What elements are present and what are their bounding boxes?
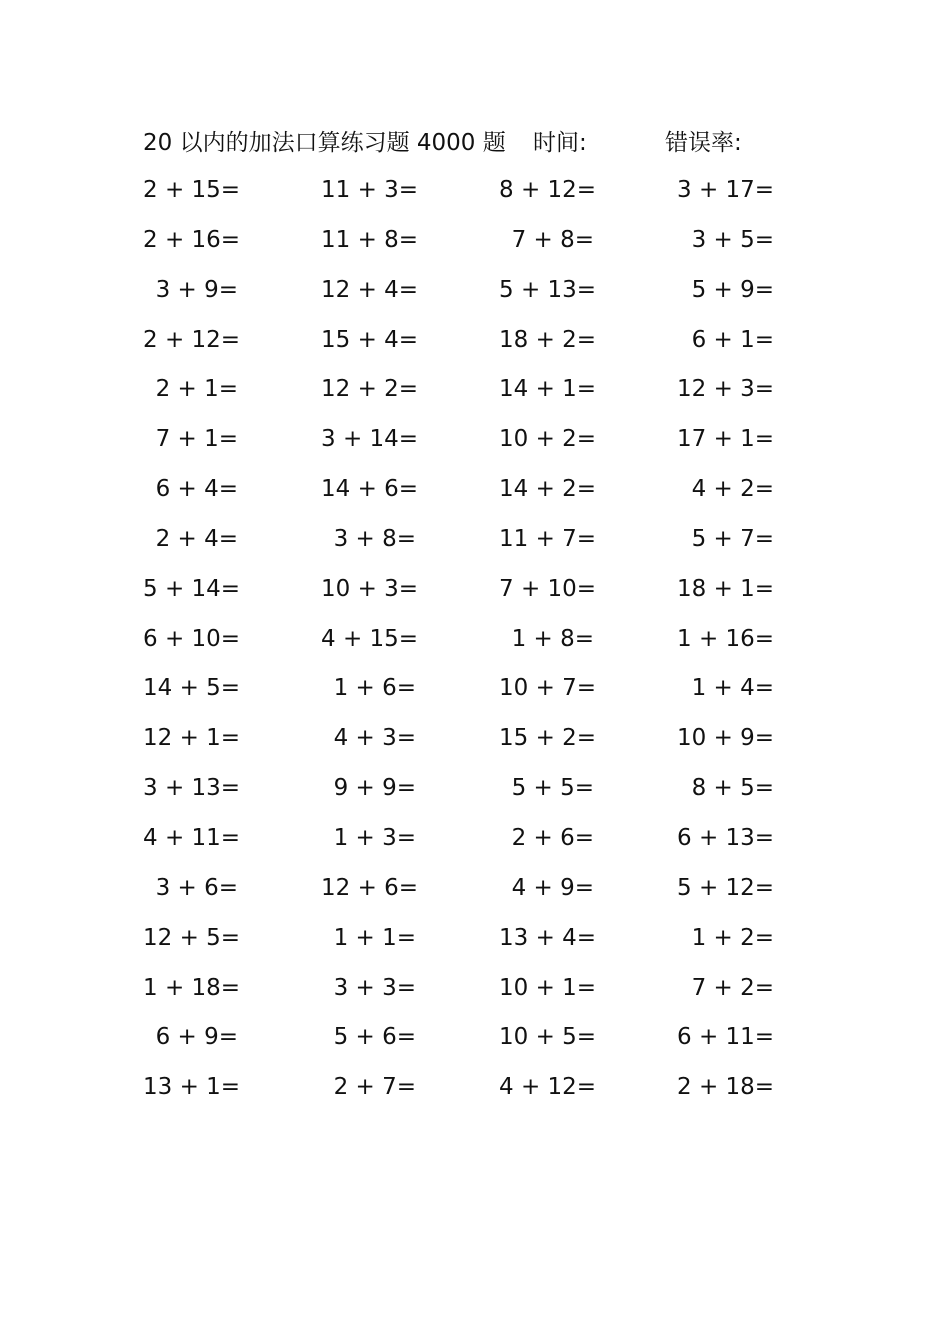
addition-problem: 14 + 2= <box>499 476 597 503</box>
addition-problem: 8 + 12= <box>499 177 597 203</box>
problem-row <box>143 914 803 964</box>
addition-problem: 1 + 18= <box>143 974 241 1001</box>
addition-problem: 10 + 3= <box>321 575 419 602</box>
problem-row <box>143 814 803 864</box>
addition-problem: 12 + 6= <box>321 874 419 901</box>
addition-problem: 3 + 6= <box>155 874 238 901</box>
addition-problem: 5 + 6= <box>333 1024 416 1051</box>
addition-problem: 3 + 13= <box>143 775 241 802</box>
addition-problem: 15 + 4= <box>321 326 419 353</box>
problem-row <box>143 166 803 216</box>
addition-problem: 2 + 12= <box>143 326 241 353</box>
addition-problem: 13 + 4= <box>499 924 597 951</box>
addition-problem: 4 + 9= <box>511 874 594 901</box>
addition-problem: 12 + 4= <box>321 276 419 303</box>
addition-problem: 18 + 1= <box>677 575 775 602</box>
problem-row <box>143 515 803 565</box>
addition-problem: 3 + 14= <box>321 426 419 453</box>
problem-row <box>143 764 803 814</box>
addition-problem: 1 + 2= <box>691 924 774 951</box>
addition-problem: 6 + 10= <box>143 625 241 652</box>
addition-problem: 5 + 13= <box>499 276 597 303</box>
addition-problem: 13 + 1= <box>143 1074 241 1101</box>
addition-problem: 2 + 15= <box>143 177 241 203</box>
problem-row <box>143 266 803 316</box>
addition-problem: 2 + 7= <box>333 1074 416 1101</box>
addition-problem: 5 + 14= <box>143 575 241 602</box>
problem-grid <box>143 166 803 1113</box>
addition-problem: 4 + 3= <box>333 725 416 752</box>
problem-row <box>143 415 803 465</box>
addition-problem: 10 + 9= <box>677 725 775 752</box>
problem-row <box>143 964 803 1014</box>
addition-problem: 1 + 4= <box>691 675 774 702</box>
time-label: 时间: <box>533 130 587 156</box>
addition-problem: 14 + 5= <box>143 675 241 702</box>
addition-problem: 11 + 8= <box>321 226 419 253</box>
addition-problem: 7 + 2= <box>691 974 774 1001</box>
addition-problem: 3 + 5= <box>691 226 774 253</box>
addition-problem: 1 + 16= <box>677 625 775 652</box>
problem-row <box>143 664 803 714</box>
addition-problem: 14 + 6= <box>321 476 419 503</box>
problem-row <box>143 365 803 415</box>
addition-problem: 8 + 5= <box>691 775 774 802</box>
addition-problem: 9 + 9= <box>333 775 416 802</box>
addition-problem: 5 + 12= <box>677 874 775 901</box>
addition-problem: 4 + 12= <box>499 1074 597 1101</box>
problem-row <box>143 1013 803 1063</box>
worksheet-title: 20 以内的加法口算练习题 4000 题 <box>143 130 506 156</box>
addition-problem: 6 + 11= <box>677 1024 775 1051</box>
addition-problem: 11 + 3= <box>321 177 419 203</box>
addition-problem: 5 + 9= <box>691 276 774 303</box>
addition-problem: 10 + 5= <box>499 1024 597 1051</box>
addition-problem: 6 + 9= <box>155 1024 238 1051</box>
addition-problem: 6 + 1= <box>691 326 774 353</box>
problem-row <box>143 615 803 665</box>
addition-problem: 12 + 5= <box>143 924 241 951</box>
addition-problem: 1 + 3= <box>333 824 416 851</box>
addition-problem: 5 + 5= <box>511 775 594 802</box>
addition-problem: 4 + 2= <box>691 476 774 503</box>
addition-problem: 12 + 3= <box>677 376 775 403</box>
addition-problem: 1 + 8= <box>511 625 594 652</box>
addition-problem: 4 + 15= <box>321 625 419 652</box>
addition-problem: 6 + 4= <box>155 476 238 503</box>
problem-row <box>143 316 803 366</box>
addition-problem: 12 + 1= <box>143 725 241 752</box>
addition-problem: 2 + 16= <box>143 226 241 253</box>
addition-problem: 12 + 2= <box>321 376 419 403</box>
addition-problem: 3 + 3= <box>333 974 416 1001</box>
worksheet-header <box>143 126 843 160</box>
addition-problem: 1 + 1= <box>333 924 416 951</box>
addition-problem: 1 + 6= <box>333 675 416 702</box>
addition-problem: 2 + 1= <box>155 376 238 403</box>
problem-row <box>143 1063 803 1113</box>
problem-row <box>143 864 803 914</box>
addition-problem: 4 + 11= <box>143 824 241 851</box>
addition-problem: 7 + 1= <box>155 426 238 453</box>
addition-problem: 11 + 7= <box>499 525 597 552</box>
addition-problem: 3 + 9= <box>155 276 238 303</box>
addition-problem: 7 + 10= <box>499 575 597 602</box>
problem-row <box>143 714 803 764</box>
addition-problem: 10 + 2= <box>499 426 597 453</box>
addition-problem: 7 + 8= <box>511 226 594 253</box>
addition-problem: 3 + 17= <box>677 177 775 203</box>
addition-problem: 18 + 2= <box>499 326 597 353</box>
problem-row <box>143 216 803 266</box>
addition-problem: 6 + 13= <box>677 824 775 851</box>
addition-problem: 2 + 18= <box>677 1074 775 1101</box>
addition-problem: 14 + 1= <box>499 376 597 403</box>
problem-row <box>143 565 803 615</box>
error-rate-label: 错误率: <box>665 130 742 156</box>
addition-problem: 5 + 7= <box>691 525 774 552</box>
addition-problem: 17 + 1= <box>677 426 775 453</box>
addition-problem: 3 + 8= <box>333 525 416 552</box>
addition-problem: 2 + 4= <box>155 525 238 552</box>
addition-problem: 10 + 1= <box>499 974 597 1001</box>
addition-problem: 2 + 6= <box>511 824 594 851</box>
problem-row <box>143 465 803 515</box>
addition-problem: 15 + 2= <box>499 725 597 752</box>
addition-problem: 10 + 7= <box>499 675 597 702</box>
